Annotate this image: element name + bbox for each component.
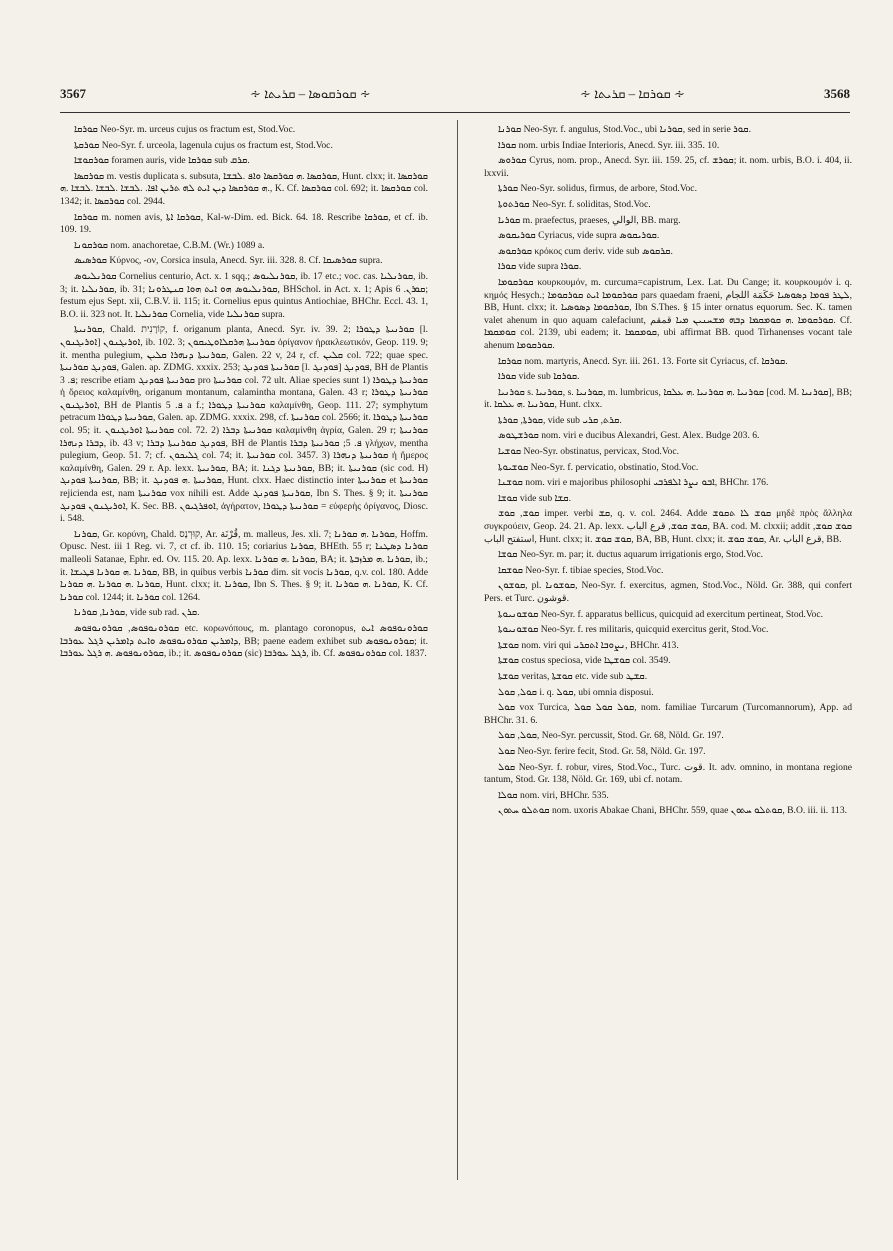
right-column (484, 124, 852, 821)
dictionary-entry: ܩܘܪܩܘܢܐ nom. anachoretae, C.B.M. (Wr.) 1089 a. (74, 239, 265, 251)
dictionary-entry: ܩܘܪܘܢܘܦܘܣ, ܩܘܪܘܢܘܦܘܣ etc. κορωνόπους, m. plantago coronopus, ܩܘܪܘܢܘܦܘܣ ܐܝܬ ܕܐܡܪܝܢ ܩܘܪܘܢܘܦܘܣ ܘܐܝܬ ܕܐܡܪܝܢ ܪܓܠ ܥܘܪܒܐ, BB; paene eadem exhibet sub ܩܘܪܘܢܘܦܘܣ; it. ܩܘܪܘܢܘܦܘܣ .ܗ ܪܓܠ ܥܘܪܒܐ, ib.; it. ܩܘܪܘܢܘܦܘܣ (sic) ܪܓܠ ܥܘܪܒܐ, ib. Cf. ܩܘܪܘܢܘܦܘܣ col. 1837. (60, 622, 428, 660)
dictionary-entry: ܩܘܪܐ vide supra ܩܘܪܐ. (498, 261, 582, 273)
dictionary-entry: ܩܘܪܘܣ Cyrus, nom. prop., Anecd. Syr. iii. 159. 25, cf. ܩܘܪܫ; it. nom. urbis, B.O. i. 404, ii. lxxvii. (484, 155, 852, 179)
column-divider (457, 120, 458, 1180)
left-column (60, 124, 428, 664)
dictionary-entry: ܩܘܫܘܢܝܘܬܐ Neo-Syr. f. res militaris, quicquid exercitus gerit, Stod.Voc. (498, 624, 769, 636)
dictionary-entry: ܩܘܫܝܐ Neo-Syr. obstinatus, pervicax, Stod.Voc. (498, 446, 679, 458)
dictionary-entry: ܩܘܪܩܘܣ κρόκος cum deriv. vide sub ܩܪܩܘܣ. (498, 245, 673, 257)
dictionary-entry: ܩܘܪܝܩܘܣ Cyriacus, vide supra ܩܘܪܝܩܘܣ. (498, 230, 660, 242)
dictionary-entry: ܩܘܪܢܝܐ s. ܩܘܪܢܝܐ, s. ܩܘܪܢܝܐ, m. lumbricus, ܩܘܪܢܝܐ .ܗ ܩܘܪܢܝܐ .ܗ ܥܠܩܐ [cod. M. ܩܘܪܢܝܐ], BB; it. ܩܘܪܢܝܐ .ܗ ܥܠܩܐ, Hunt. clxx. (484, 386, 852, 411)
dictionary-entry: ܩܘܪܫܛܘܣ nom. viri e ducibus Alexandri, Gest. Alex. Budge 203. 6. (498, 430, 760, 442)
dictionary-entry: ܩܘܠ, ܩܘܠ, Neo-Syr. percussit, Stod. Gr. 68, Nöld. Gr. 197. (498, 730, 724, 742)
dictionary-entry: ܩܘܫ, ܩܘܫ imper. verbi ܩܫ, q. v. col. 2464. Adde ܩܘܫ ܠܐ ܬܩܘܫ μηδὲ πρὸς ἄλληλα συγκρούειν, Geop. 24. 21. Ap. lexx. ܩܘܫ ܩܘܫ, قرع الباب, BA. cod. M. clxxii; addit ܩܘܫ ܩܘܫ, استفتح الباب, Hunt. clxx; it. ܩܘܫ ܩܘܫ, BA, BB, Hunt. clxx; it. ܩܘܫ ܩܘܫ, Ar. قرع الباب, BB. (484, 508, 853, 545)
dictionary-entry: ܩܘܪܐ nom. urbis Indiae Interioris, Anecd. Syr. iii. 335. 10. (498, 139, 720, 151)
dictionary-entry: ܩܘܠܐ nom. viri, BHChr. 535. (498, 789, 609, 801)
dictionary-entry: ܩܘܪܢܐ, ܩܘܪܢܐ, vide sub rad. ܩܪܢ. (74, 607, 200, 619)
dictionary-entry: ܩܘܠ, ܩܘܠ i. q. ܩܘܠ, ubi omnia disposui. (498, 686, 654, 698)
page-number-right: 3568 (824, 86, 850, 101)
running-head-right: ∻ ܩܘܪܩܐ – ܩܪܝܬܐ ∻ (580, 86, 685, 101)
dictionary-entry: ܩܘܫܐ vide sub ܩܫܐ. (498, 492, 572, 504)
dictionary-entry: ܩܘܪܩܘܡܐ κουρκουμόν, m. curcuma=capistrum, Lex. Lat. Du Cange; it. κουρκουμόν i. q. κημός Hesych.; ܩܘܪܩܘܡܐ ܐܝܬ ܩܘܪܩܘܡܐ pars quaedam fraeni, ܠܛܪ ܦܘܡܐ ܕܣܘܣܝܐ حَكَمَة اللجام, BB, Hunt. clxx; it. ܩܘܪܩܘܡܐ ܕܣܘܣܝܐ, Ibn S.Thes. § 15 inter ornatus equorum. Sec. K. tamen valet ahenum in quo aquam calefaciunt, ܩܘܪܩܘܡܐ .ܗ ܩܘܡܩܡܐ ܕܒܗ ܡܫܚܢܝܢ ܡܝܐ قمقم. Cf. ܩܘܡܩܡܐ col. 2139, ubi eadem; it. ܩܘܡܩܡܐ, ubi affirmat BB. quod Tirhanenses vocant tale ahenum ܩܘܪܩܘܡܐ. (484, 276, 853, 351)
header-rule (60, 112, 850, 113)
dictionary-entry: ܩܘܪܬܐ Neo-Syr. solidus, firmus, de arbore, Stod.Voc. (498, 183, 697, 195)
dictionary-entry: ܩܘܪܩܘܫܐ foramen auris, vide ܩܘܪܩܐ sub ܩܪܩ. (74, 155, 250, 167)
dictionary-entry: ܩܘܫܘܢܝܘܬܐ Neo-Syr. f. apparatus bellicus, quicquid ad exercitum pertineat, Stod.Voc. (498, 608, 823, 620)
dictionary-entry: ܩܘܪܢܝܬܐ, Chald. קוֹרָנִית, f. origanum planta, Anecd. Syr. iv. 39. 2; ܩܘܪܢܝܬܐ ܕܛܘܪܐ [l. ܐܘܪܝܓܢܘܢ] ܐܘܪܝܓܢܘܢ, ib. 102. 3; ܩܘܪܢܝܬܐ ܗܪܩܠܐܘܛܝܩܘܢ ὀρίγανον ἡρακλεωτικόν, Geop. 119. 9; it. mentha pulegium, ܩܘܪܢܝܬܐ ܕܢܗܪܐ ܩܠܝܢ, Galen. 22 v, 24 r, cf. ܩܠܝܢ col. 722; quae spec. ܦܘܕܢܓ ܩܘܪܢܝܬܐ, Galen. ap. ZDMG. xxxix. 253; ܩܘܪܢܝܬܐ ܦܘܕܢܓ [l. ܦܘܕܢܓ] ܦܘܕܢܓ, BH de Plantis ܦ. 3; rescribe etiam ܩܘܪܢܝܬܐ ܦܘܕܢܓ pro ܩܘܪܢܝܬܐ col. 72 ult. Aliae species sunt 1) ܩܘܪܢܝܬܐ ܕܛܘܪܐ ἡ ὄρειος καλαμίνθη, origanum montanum, calamintha montana, Galen. 43 r; ܩܘܪܢܝܬܐ ܕܛܘܪܐ ܐܘܪܝܓܢܘܢ, BH de Plantis ܦ. 5 a f.; ܩܘܪܢܝܬܐ ܕܛܘܪܐ καλαμίνθη, Geop. 111. 27; symphytum petracum ܩܘܪܢܝܬܐ ܕܛܘܪܐ, Galen. ap. ZDMG. xxxix. 298, cf. ܩܘܪܢܝܬܐ col. 2566; it. ܩܘܪܢܝܬܐ ܕܛܘܪܐ col. 95; it. ܩܘܪܢܝܬܐ ܐܘܪܝܓܢܘܢ col. 72. 2) ܩܘܪܢܝܬܐ ܕܒܪܐ καλαμίνθη ἀγρία, Galen. 29 r; ܩܘܪܢܝܬܐ ܕܒܪܐ ܕܢܗܪܐ, ib. 43 v; ܦܘܕܢܓ ܩܘܪܢܝܬܐ ܕܒܪܐ, BH de Plantis ܦ. 5; ܩܘܪܢܝܬܐ ܕܒܪܐ γλήχων, mentha pulegium, Geop. 51. 7; cf. ܓܠܝܟܘܢ col. 74; it. ܩܘܪܢܝܬܐ col. 3457. 3) ܩܘܪܢܝܬܐ ܕܢܗܪܐ ἡ ἥμερος καλαμίνθη, Galen. 29 r. Ap. lexx. ܩܘܪܢܝܬܐ, BA; it. ܩܘܪܢܝܬܐ ܕܓܢܐ, BB; it. ܩܘܪܢܝܬܐ (sic cod. H) ܩܘܪܢܝܬܐ ܦܘܕܢܓ, BB; it. ܩܘܪܢܝܬܐ .ܗ ܦܘܕܢܓ, Hunt. clxx. Haec distinctio inter ܩܘܪܢܝܬܐ et ܩܘܪܢܝܬܐ rejicienda est, nam ܩܘܪܢܝܬܐ vox nihili est. Adde ܩܘܪܢܝܬܐ ܦܘܕܢܓ, Ibn S. Thes. § 9; it. ܩܘܪܢܝܬܐ ܐܘܪܝܓܢܘܢ ܦܘܕܢܓ, K. Sec. BB. ܐܘܦܪܓܝܘܢ, ἀγήρατον, ܩܘܪܢܝܬܐ ܕܛܘܪܐ = εὐφερὴς ὀρίγανος, Diosc. i. 548. (60, 324, 429, 525)
dictionary-entry: ܩܘܪܢܠܝܘܣ Cornelius centurio, Act. x. 1 sqq.; ܩܘܪܢܠܝܘܣ, ib. 17 etc.; voc. cas. ܩܘܪܢܠܝܐ, ib. 3; it. ܩܘܪܢܠܝܐ, ib. 31; ܩܘܪܢܠܝܘܣ ܗܘ ܐܝܬ ܗܘܐ ܩܢܛܪܘܢܐ, BHSchol. in Act. x. 1; Apis ܩܘܪܢ. 6; festum ejus Sept. xii, C.B.V. ii. 115; it. Cornelius epus quintus Antiochiae, BHChr. Eccl. 43. 1, B.O. ii. 323 not. It. ܩܘܪܢܠܝܐ Cornelia, vide ܩܘܪܢܠܝܐ supra. (60, 270, 429, 320)
dictionary-entry: ܩܘܪܝܐ m. praefectus, praeses, الوالي, BB. marg. (498, 214, 681, 226)
dictionary-entry: ܩܘܫܐ Neo-Syr. m. par; it. ductus aquarum irrigationis ergo, Stod.Voc. (498, 549, 764, 561)
dictionary-entry: ܩܘܠ vox Turcica, ܩܘܠ ܩܘܠ ܩܘܠ, nom. familiae Turcarum (Turcomannorum), App. ad BHChr. 31. 6. (484, 702, 852, 726)
dictionary-entry: ܩܘܪܣܝܣ Κύρνος, -ον, Corsica insula, Anecd. Syr. iii. 328. 8. Cf. ܩܘܪܣܝܩܐ supra. (74, 255, 383, 267)
page-number-left: 3567 (60, 86, 86, 101)
dictionary-entry: ܩܘܪܬܐ, ܩܘܪܬܐ, vide sub ܩܪܬ, ܩܪܝ. (498, 414, 622, 426)
dictionary-entry: ܩܘܫܩܐ Neo-Syr. f. tibiae species, Stod.Voc. (498, 564, 664, 576)
dictionary-entry: ܩܘܬܠܘ ܚܬܘܢ nom. uxoris Abakae Chani, BHChr. 559, quae ܩܘܬܠܘ ܚܬܘܢ, B.O. iii. ii. 113. (498, 805, 848, 817)
dictionary-entry: ܩܘܠ Neo-Syr. f. robur, vires, Stod.Voc., Turc. قوت. It. adv. omnino, in montana regione tantum, Stod. Gr. 138, Nöld. Gr. 169, ubi cf. notam. (484, 761, 853, 786)
dictionary-entry: ܩܘܫܢܐ nom. viri e majoribus philosophi ܐܒܘ ܢܨܪ ܐܠܦܪܒܝ, BHChr. 176. (498, 477, 769, 489)
dictionary-entry: ܩܘܠ Neo-Syr. ferire fecit, Stod. Gr. 58, Nöld. Gr. 197. (498, 745, 706, 757)
dictionary-entry: ܩܘܪܩܐ Neo-Syr. m. urceus cujus os fractum est, Stod.Voc. (74, 124, 296, 135)
dictionary-entry: ܩܘܪܐ vide sub ܩܘܪܩܐ. (498, 371, 580, 383)
dictionary-entry: ܩܘܪܢܐ, Gr. κορύνη, Chald. קוּרְנָס, Ar. قُرْنَة, m. malleus, Jes. xli. 7; ܩܘܪܢܐ .ܗ ܩܘܪܢܐ, Hoffm. Opusc. Nest. iii 1 Reg. vi. 7, ct cf. ib. 110. 15; coriarius ܩܘܪܢܐ, BHEth. 55 r; ܩܘܪܢܐ ܕܣܛܢܐ malleoli Satanae, Ephr. ed. Ov. 115. 20. Ap. lexx. ܩܘܪܢܐ .ܗ ܩܘܪܢܐ, BA; it. ܩܘܪܢܐ .ܗ ܡܪܙܒܬܐ, ib.; it. ܩܘܪܢܐ .ܗ ܩܘܪܢܐ ܦܛܝܫܐ, BB, in quibus verbis ܩܘܪܢܐ dim. sit vocis ܩܘܪܢܐ, q.v. col. 180. Adde ܩܘܪܢܐ .ܗ ܩܘܪܢܐ .ܗ ܩܘܪܢܐ, Hunt. clxx; it. ܩܘܪܢܐ, Ibn S. Thes. § 9; it. ܩܘܪܢܐ .ܗ ܩܘܪܢܐ, K. Cf. ܩܘܪܢܐ col. 1244; it. ܩܘܪܢܐ col. 1264. (60, 528, 428, 603)
dictionary-entry: ܩܘܫܘܢ, pl. ܩܘܫܘܢܐ, Neo-Syr. f. exercitus, agmen, Stod.Voc., Nöld. Gr. 388, qui confert Pers. et Turc. قوشون. (484, 580, 852, 604)
dictionary-entry: ܩܘܪܩܬܐ Neo-Syr. f. urceola, lagenula cujus os fractum est, Stod.Voc. (74, 139, 333, 151)
dictionary-entry: ܩܘܫܬܐ nom. viri qui ܢܨܘܒܐ ܐܬܩܪܝ, BHChr. 413. (498, 639, 679, 651)
dictionary-entry: ܩܘܪܬܘܬܐ Neo-Syr. f. soliditas, Stod.Voc. (498, 198, 651, 210)
dictionary-entry: ܩܘܫܝܘܬܐ Neo-Syr. f. pervicatio, obstinatio, Stod.Voc. (498, 461, 699, 473)
page-header (60, 86, 850, 108)
dictionary-entry: ܩܘܪܩܐ m. nomen avis, ܩܘܪܩܐ ܐܬܐ, Kal-w-Dim. ed. Bick. 64. 18. Rescribe ܩܘܪܩܐ, et cf. ib. 109. 19. (60, 211, 429, 236)
dictionary-entry: ܩܘܫܬܐ costus speciosa, vide ܩܘܫܛܐ col. 3549. (498, 655, 671, 667)
dictionary-entry: ܩܘܪܢܐ Neo-Syr. f. angulus, Stod.Voc., ubi ܩܘܪܢܐ, sed in serie ܩܘܪ. (498, 124, 751, 135)
dictionary-entry: ܩܘܪܩܣܐ m. vestis duplicata s. subsuta, ܩܘܪܩܣܐ .ܗ ܩܘܪܩܣܐ ܘܐܦ .ܠܒܫܐ, Hunt. clxx; it. ܩܘܪܩܣܐ .ܗ ܩܘܪܩܣܐ ܕܝܢ ܐܝܬ ܠܗ ܬܪܝܢ ܐܦܐ. .ܠܒܫܐ .ܠܒܫܐ .ܠܒܫܐ .ܗ, K. Cf. ܩܘܪܩܣܐ col. 692; it. ܩܘܪܩܣܐ col. 1342; it. ܩܘܪܩܣܐ col. 2944. (60, 170, 428, 207)
dictionary-entry: ܩܘܫܬܐ veritas, ܩܘܫܬܐ etc. vide sub ܩܫܛ. (498, 670, 648, 682)
running-head-left: ∻ ܩܘܪܩܘܣܐ – ܩܪܝܬܐ ∻ (250, 86, 371, 101)
dictionary-entry: ܩܘܪܩܐ nom. martyris, Anecd. Syr. iii. 261. 13. Forte sit Cyriacus, cf. ܩܘܪܩܐ. (498, 355, 788, 367)
